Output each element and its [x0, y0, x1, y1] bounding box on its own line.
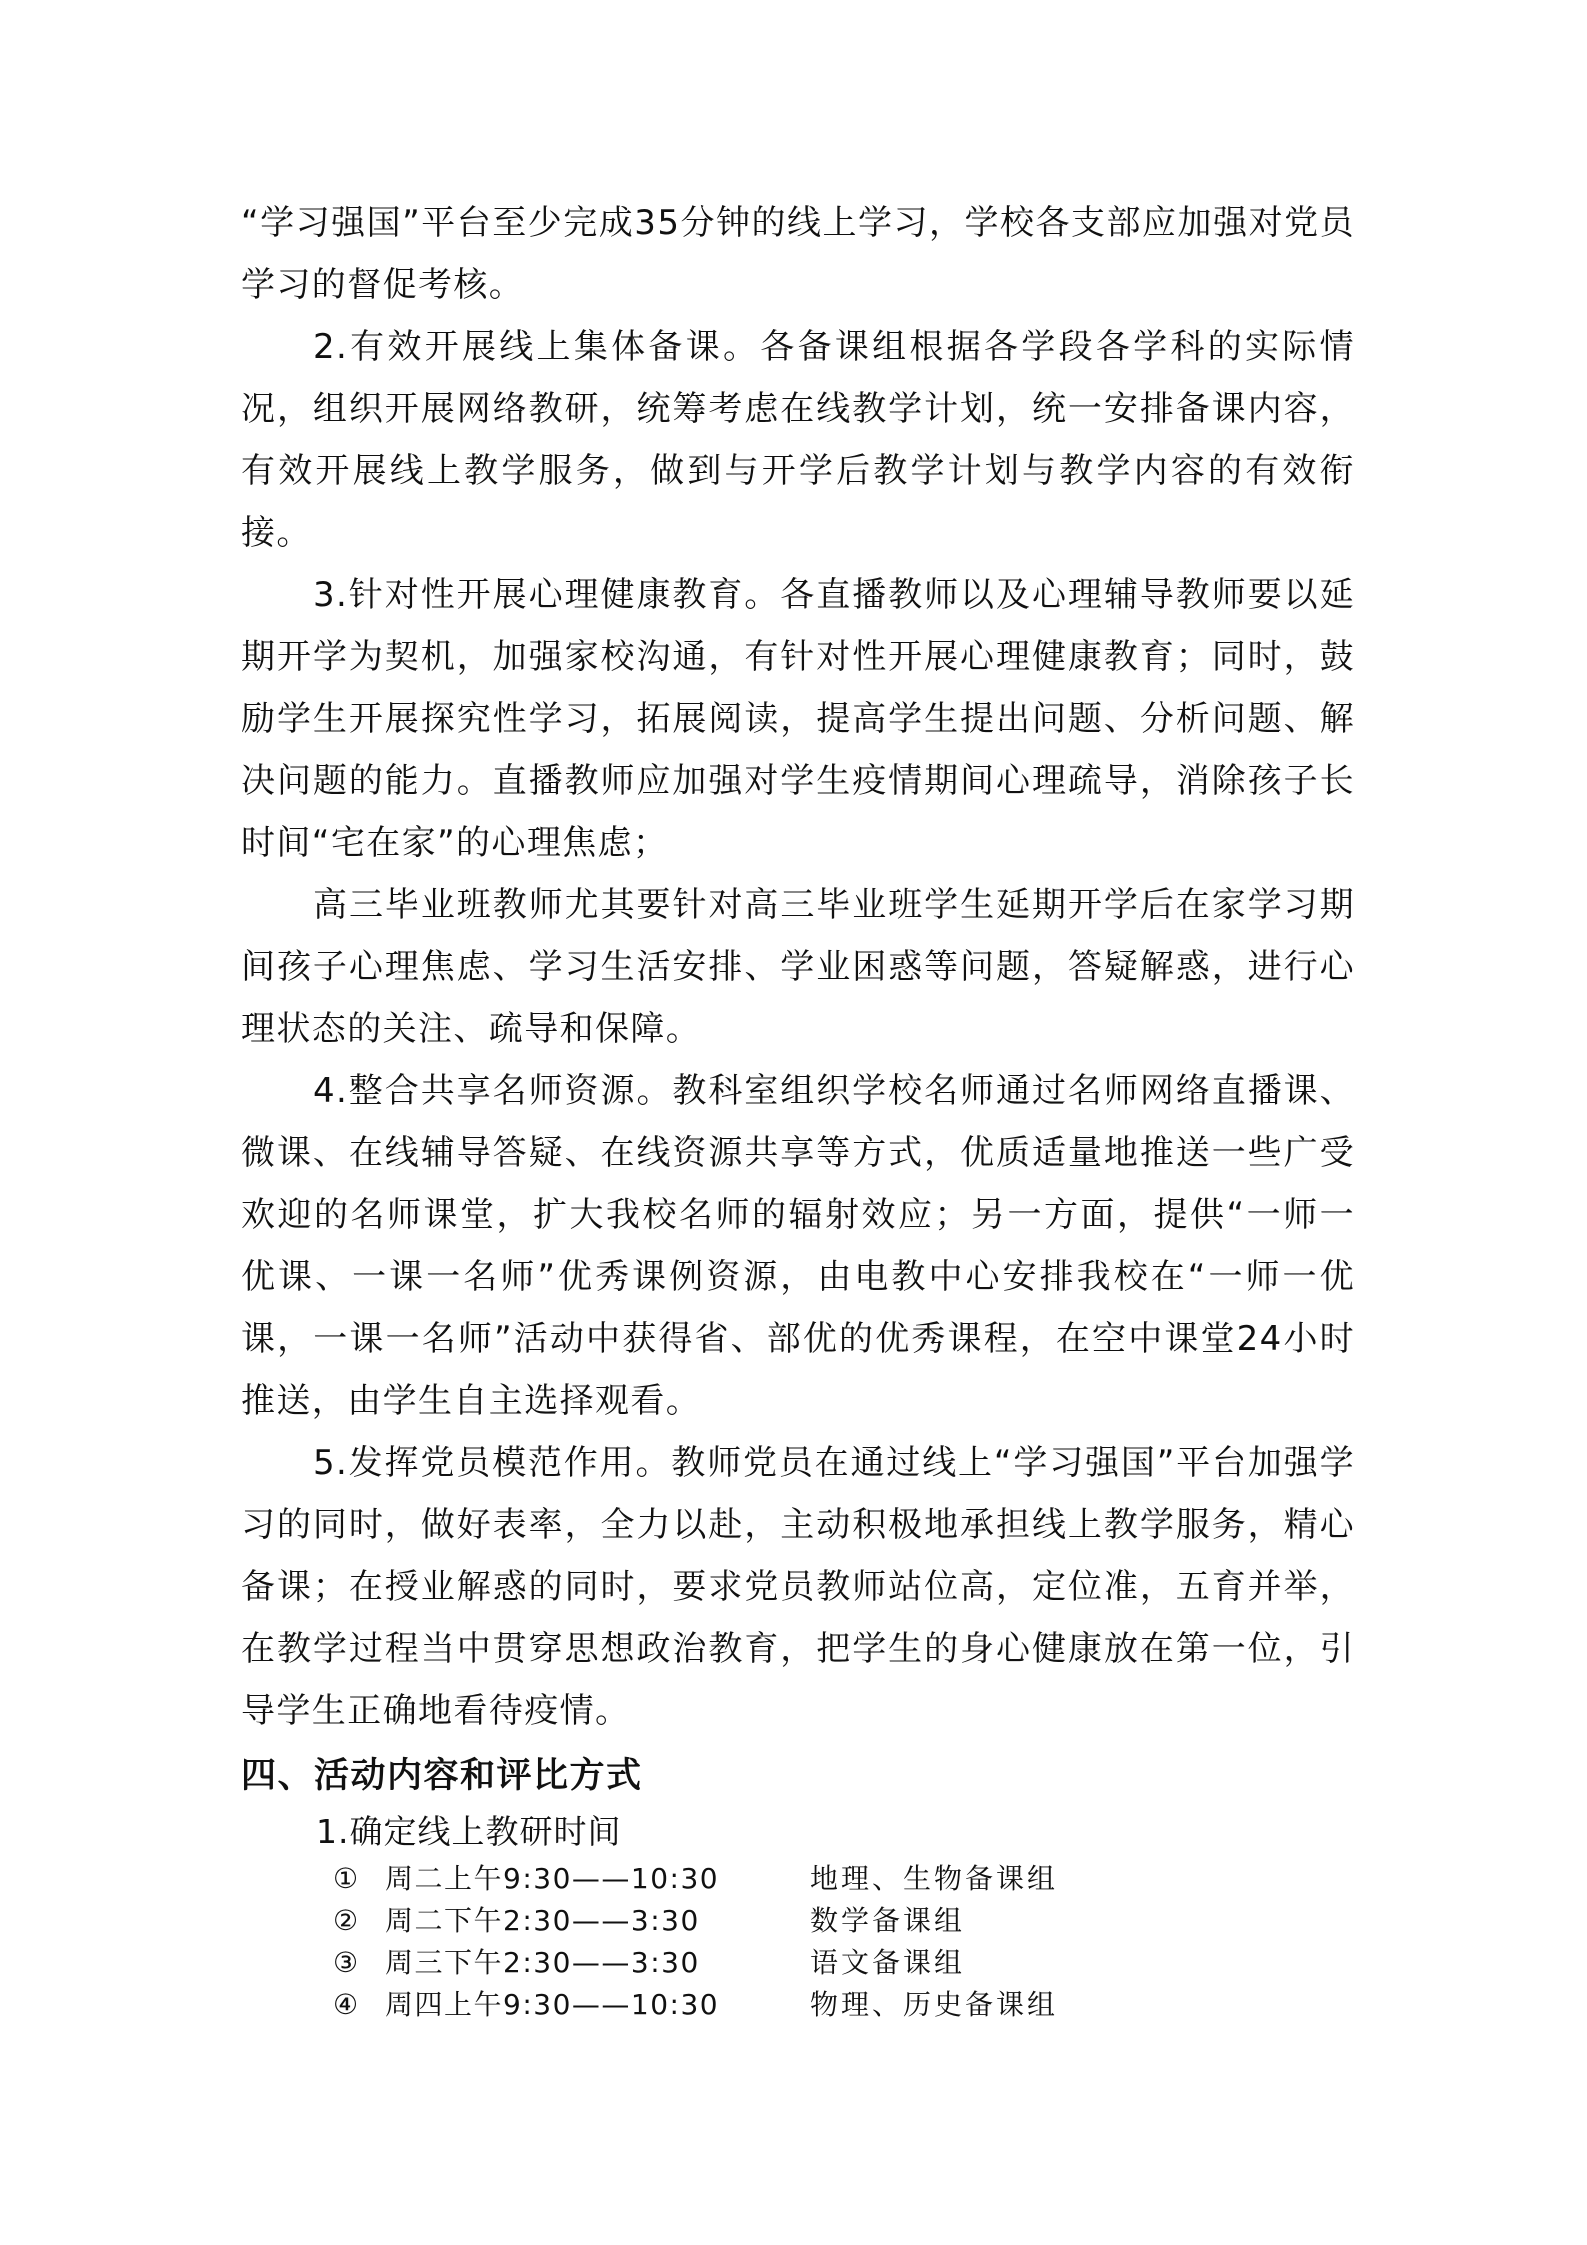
schedule-group: 语文备课组	[810, 1946, 966, 1979]
schedule-row	[333, 1858, 1233, 1900]
schedule-row	[333, 1984, 1233, 2026]
schedule-number: ③	[333, 1946, 359, 1979]
paragraph-senior-class: 高三毕业班教师尤其要针对高三毕业班学生延期开学后在家学习期间孩子心理焦虑、学习生活安排、学业困惑等问题，答疑解惑，进行心理状态的关注、疏导和保障。	[241, 885, 1355, 1049]
section-heading: 四、活动内容和评比方式	[241, 1756, 643, 1796]
sub-heading: 1.确定线上教研时间	[316, 1812, 622, 1851]
body-text	[241, 192, 1355, 1742]
schedule-time: 周四上午9:30——10:30	[385, 1988, 720, 2021]
schedule-row	[333, 1942, 1233, 1984]
schedule-group: 物理、历史备课组	[810, 1988, 1059, 2021]
schedule-time: 周二上午9:30——10:30	[385, 1862, 720, 1895]
paragraph-collective-lesson-prep: 2.有效开展线上集体备课。各备课组根据各学段各学科的实际情况，组织开展网络教研，统筹考虑在线教学计划，统一安排备课内容，有效开展线上教学服务，做到与开学后教学计划与教学内容的有效衔接。	[241, 327, 1355, 553]
paragraph-continuation: “学习强国”平台至少完成35分钟的线上学习，学校各支部应加强对党员学习的督促考核。	[241, 203, 1355, 305]
schedule-number: ②	[333, 1904, 359, 1937]
paragraph-party-members: 5.发挥党员模范作用。教师党员在通过线上“学习强国”平台加强学习的同时，做好表率，全力以赴，主动积极地承担线上教学服务，精心备课；在授业解惑的同时，要求党员教师站位高，定位准，五育并举，在教学过程当中贯穿思想政治教育，把学生的身心健康放在第一位，引导学生正确地看待疫情。	[241, 1443, 1355, 1731]
schedule-list	[333, 1858, 1233, 2026]
schedule-time: 周二下午2:30——3:30	[385, 1904, 700, 1937]
schedule-number: ①	[333, 1862, 359, 1895]
schedule-group: 数学备课组	[810, 1904, 966, 1937]
schedule-group: 地理、生物备课组	[810, 1862, 1059, 1895]
schedule-row	[333, 1900, 1233, 1942]
schedule-time: 周三下午2:30——3:30	[385, 1946, 700, 1979]
schedule-number: ④	[333, 1988, 359, 2021]
paragraph-mental-health: 3.针对性开展心理健康教育。各直播教师以及心理辅导教师要以延期开学为契机，加强家校沟通，有针对性开展心理健康教育；同时，鼓励学生开展探究性学习，拓展阅读，提高学生提出问题、分析问题、解决问题的能力。直播教师应加强对学生疫情期间心理疏导，消除孩子长时间“宅在家”的心理焦虑；	[241, 575, 1355, 863]
paragraph-teacher-resources: 4.整合共享名师资源。教科室组织学校名师通过名师网络直播课、微课、在线辅导答疑、在线资源共享等方式，优质适量地推送一些广受欢迎的名师课堂，扩大我校名师的辐射效应；另一方面，提供“一师一优课、一课一名师”优秀课例资源，由电教中心安排我校在“一师一优课，一课一名师”活动中获得省、部优的优秀课程，在空中课堂24小时推送，由学生自主选择观看。	[241, 1071, 1355, 1421]
